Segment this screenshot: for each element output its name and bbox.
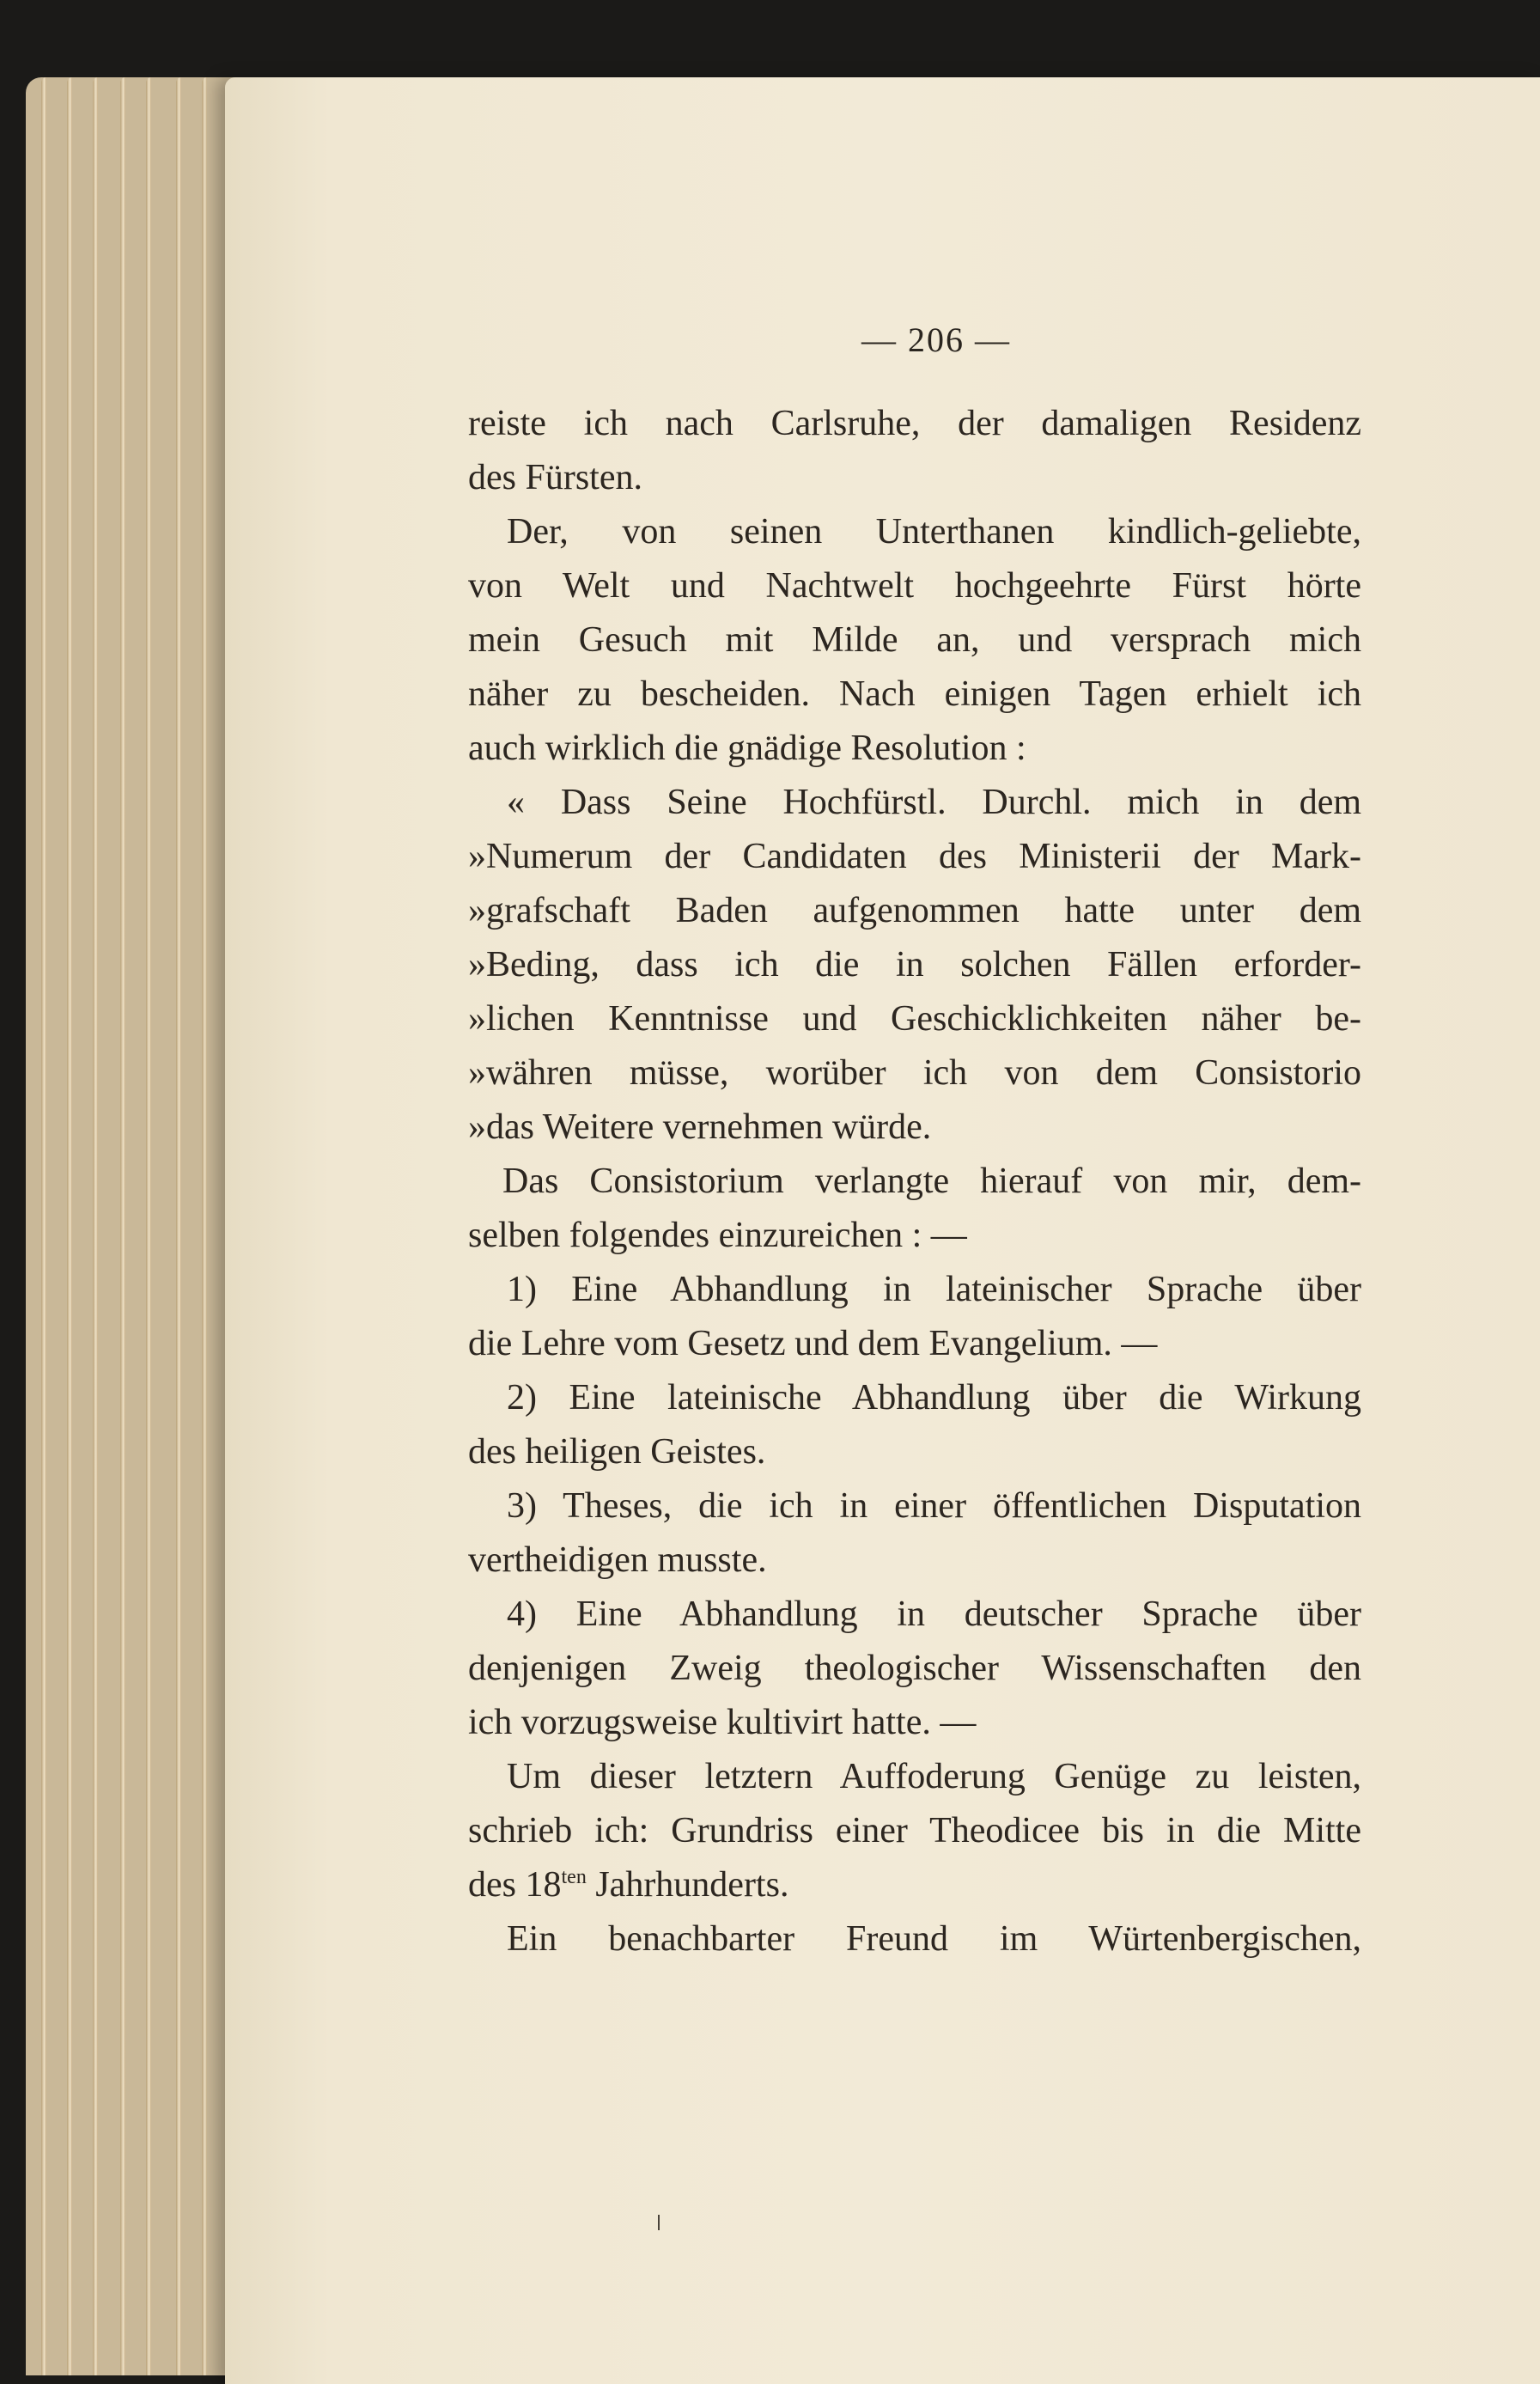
- ink-mark: [658, 2215, 660, 2230]
- text-line: [468, 1858, 1361, 1912]
- text-line: »Numerum der Candidaten des Ministerii der Mark-: [468, 837, 1361, 876]
- text-line: 1) Eine Abhandlung in lateinischer Sprache über: [507, 1270, 1361, 1309]
- text-line: ich vorzugsweise kultivirt hatte. —: [468, 1703, 977, 1742]
- page-edge: [93, 77, 98, 2375]
- page-edge: [41, 77, 46, 2375]
- text-line: des heiligen Geistes.: [468, 1432, 766, 1472]
- text-line: die Lehre vom Gesetz und dem Evangelium. —: [468, 1324, 1158, 1363]
- page-edge: [146, 77, 151, 2375]
- text-line: 2) Eine lateinische Abhandlung über die Wirkung: [507, 1378, 1361, 1418]
- text-line: Das Consistorium verlangte hierauf von mir, dem-: [502, 1162, 1361, 1201]
- text-line: mein Gesuch mit Milde an, und versprach mich: [468, 620, 1361, 660]
- text-line: von Welt und Nachtwelt hochgeehrte Fürst hörte: [468, 566, 1361, 606]
- text-line: Ein benachbarter Freund im Würtenbergischen,: [507, 1919, 1361, 1959]
- text-line: »grafschaft Baden aufgenommen hatte unter dem: [468, 891, 1361, 930]
- page-text: [468, 397, 1361, 1966]
- text-line: selben folgendes einzureichen : —: [468, 1216, 967, 1255]
- text-line: schrieb ich: Grundriss einer Theodicee bis in die Mitte: [468, 1811, 1361, 1850]
- text-line: »währen müsse, worüber ich von dem Consistorio: [468, 1053, 1361, 1093]
- page-edge: [202, 77, 207, 2375]
- text-fragment: des 18: [468, 1865, 562, 1905]
- page-edge: [176, 77, 181, 2375]
- text-line: Der, von seinen Unterthanen kindlich-geliebte,: [507, 512, 1361, 552]
- text-line: auch wirklich die gnädige Resolution :: [468, 729, 1026, 768]
- text-line: 3) Theses, die ich in einer öffentlichen Disputation: [507, 1486, 1361, 1526]
- page-edge: [67, 77, 72, 2375]
- page-edge: [120, 77, 125, 2375]
- text-line: denjenigen Zweig theologischer Wissenschaften den: [468, 1649, 1361, 1688]
- text-line: »das Weitere vernehmen würde.: [468, 1107, 932, 1147]
- text-line: näher zu bescheiden. Nach einigen Tagen erhielt ich: [468, 674, 1361, 714]
- text-line: »lichen Kenntnisse und Geschicklichkeiten näher be-: [468, 999, 1361, 1039]
- text-line: Um dieser letztern Auffoderung Genüge zu leisten,: [507, 1757, 1361, 1796]
- text-line: 4) Eine Abhandlung in deutscher Sprache über: [507, 1594, 1361, 1634]
- text-line: des Fürsten.: [468, 458, 642, 497]
- text-line: « Dass Seine Hochfürstl. Durchl. mich in dem: [507, 783, 1361, 822]
- text-fragment: Jahrhunderts.: [595, 1865, 789, 1905]
- page-number: — 206 —: [861, 320, 1011, 359]
- text-line: reiste ich nach Carlsruhe, der damaligen Residenz: [468, 404, 1361, 443]
- superscript: ten: [561, 1866, 587, 1888]
- text-line: vertheidigen musste.: [468, 1540, 767, 1580]
- text-line: »Beding, dass ich die in solchen Fällen erforder-: [468, 945, 1361, 985]
